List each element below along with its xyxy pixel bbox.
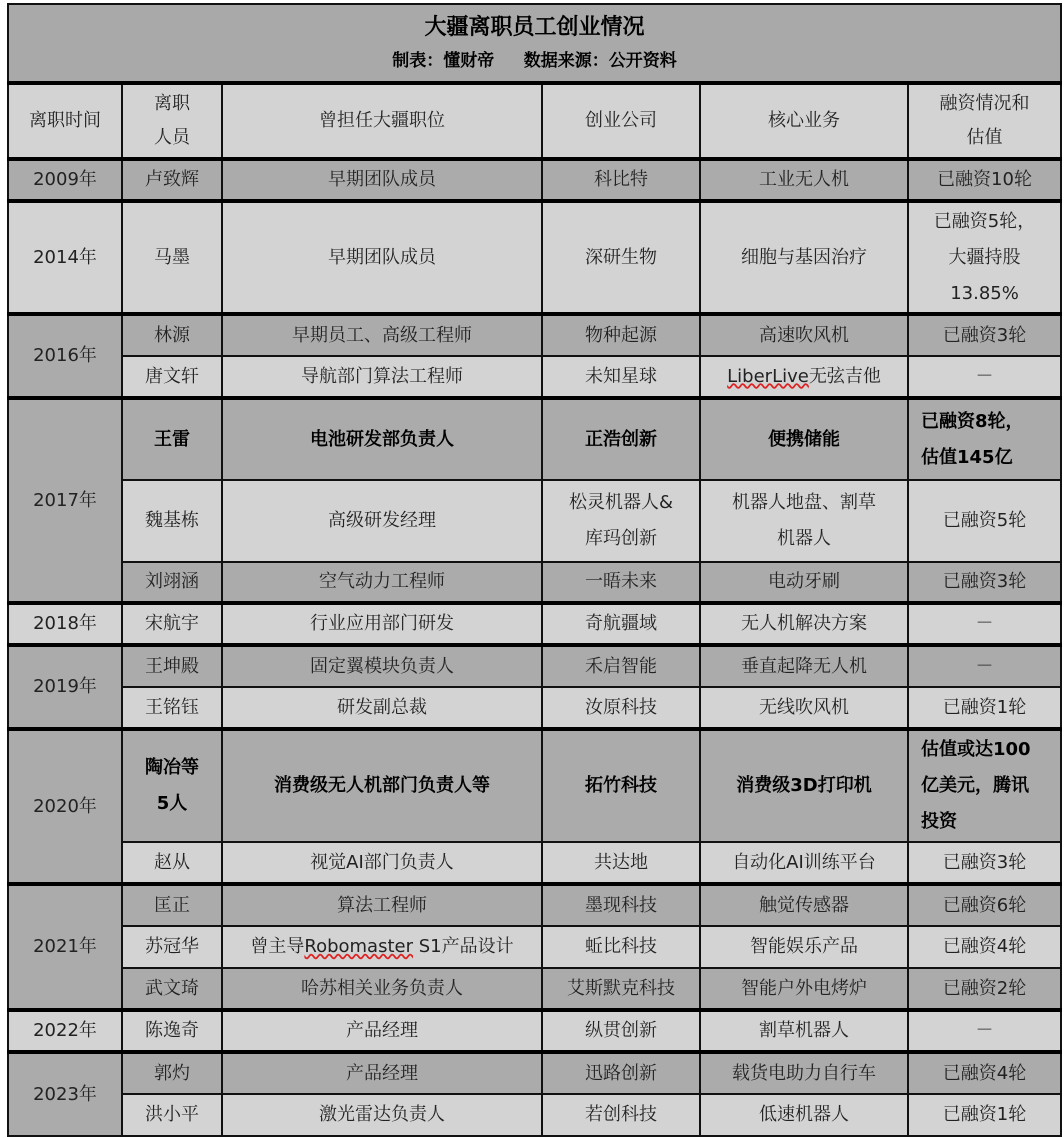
funding-cell: 已融资3轮 [908, 842, 1061, 884]
table-row [8, 1094, 1061, 1136]
startup-company-cell: 汝原科技 [542, 687, 700, 729]
startup-company-cell: 墨现科技 [542, 884, 700, 926]
year-cell: 2019年 [8, 645, 122, 729]
core-business-cell: 载货电助力自行车 [700, 1052, 908, 1094]
person-cell: 王铭钰 [122, 687, 222, 729]
funding-cell: － [908, 356, 1061, 398]
former-position-cell: 产品经理 [222, 1052, 542, 1094]
startup-company-cell: 蚯比科技 [542, 926, 700, 968]
person-cell: 马墨 [122, 201, 222, 314]
former-position-cell: 视觉AI部门负责人 [222, 842, 542, 884]
former-position-cell: 行业应用部门研发 [222, 603, 542, 645]
funding-cell: － [908, 645, 1061, 687]
column-header: 曾担任大疆职位 [222, 83, 542, 159]
column-header: 离职时间 [8, 83, 122, 159]
former-position-cell: 哈苏相关业务负责人 [222, 968, 542, 1010]
funding-cell: 已融资2轮 [908, 968, 1061, 1010]
startup-company-cell: 深研生物 [542, 201, 700, 314]
former-position-cell: 空气动力工程师 [222, 562, 542, 603]
funding-cell: 已融资5轮， 大疆持股 13.85% [908, 201, 1061, 314]
core-business-cell: 细胞与基因治疗 [700, 201, 908, 314]
core-business-cell: 自动化AI训练平台 [700, 842, 908, 884]
person-cell: 洪小平 [122, 1094, 222, 1136]
table-row [8, 562, 1061, 603]
core-business-cell: LiberLive无弦吉他 [700, 356, 908, 398]
table-row [8, 1052, 1061, 1094]
person-cell: 苏冠华 [122, 926, 222, 968]
core-business-cell: 智能娱乐产品 [700, 926, 908, 968]
core-business-cell: 无人机解决方案 [700, 603, 908, 645]
startup-table [7, 3, 1062, 1137]
funding-cell: 已融资1轮 [908, 1094, 1061, 1136]
former-position-cell: 产品经理 [222, 1010, 542, 1052]
startup-company-cell: 共达地 [542, 842, 700, 884]
table-row [8, 603, 1061, 645]
table-row [8, 356, 1061, 398]
startup-company-cell: 纵贯创新 [542, 1010, 700, 1052]
year-cell: 2018年 [8, 603, 122, 645]
year-cell: 2020年 [8, 729, 122, 884]
column-header: 核心业务 [700, 83, 908, 159]
spellcheck-underlined-word: Robomaster [304, 936, 413, 957]
former-position-cell: 导航部门算法工程师 [222, 356, 542, 398]
core-business-cell: 割草机器人 [700, 1010, 908, 1052]
table-row [8, 645, 1061, 687]
former-position-cell: 消费级无人机部门负责人等 [222, 729, 542, 842]
table-row [8, 201, 1061, 314]
person-cell: 郭灼 [122, 1052, 222, 1094]
startup-company-cell: 拓竹科技 [542, 729, 700, 842]
table-row [8, 1010, 1061, 1052]
table-row [8, 687, 1061, 729]
table-row [8, 926, 1061, 968]
table-row [8, 729, 1061, 842]
core-business-cell: 便携储能 [700, 398, 908, 480]
person-cell: 匡正 [122, 884, 222, 926]
startup-company-cell: 艾斯默克科技 [542, 968, 700, 1010]
table-subtitle: 制表：懂财帝 数据来源：公开资料 [392, 51, 677, 71]
former-position-cell: 高级研发经理 [222, 480, 542, 562]
core-business-cell: 电动牙刷 [700, 562, 908, 603]
person-cell: 武文琦 [122, 968, 222, 1010]
funding-cell: 估值或达100 亿美元，腾讯 投资 [908, 729, 1061, 842]
person-cell: 王雷 [122, 398, 222, 480]
table-row [8, 314, 1061, 356]
person-cell: 赵从 [122, 842, 222, 884]
startup-company-cell: 未知星球 [542, 356, 700, 398]
table-title-cell [8, 4, 1061, 83]
year-cell: 2014年 [8, 201, 122, 314]
person-cell: 卢致辉 [122, 159, 222, 201]
core-business-cell: 工业无人机 [700, 159, 908, 201]
table-row [8, 968, 1061, 1010]
column-header: 离职 人员 [122, 83, 222, 159]
funding-cell: 已融资4轮 [908, 1052, 1061, 1094]
core-business-cell: 高速吹风机 [700, 314, 908, 356]
startup-company-cell: 迅路创新 [542, 1052, 700, 1094]
table-title: 大疆离职员工创业情况 [424, 15, 645, 40]
year-cell: 2022年 [8, 1010, 122, 1052]
funding-cell: － [908, 1010, 1061, 1052]
former-position-cell: 早期员工、高级工程师 [222, 314, 542, 356]
person-cell: 魏基栋 [122, 480, 222, 562]
former-position-cell: 电池研发部负责人 [222, 398, 542, 480]
core-business-cell: 无线吹风机 [700, 687, 908, 729]
core-business-cell: 垂直起降无人机 [700, 645, 908, 687]
spellcheck-underlined-word: LiberLive [727, 365, 809, 387]
column-header: 创业公司 [542, 83, 700, 159]
startup-company-cell: 禾启智能 [542, 645, 700, 687]
person-cell: 陈逸奇 [122, 1010, 222, 1052]
funding-cell: 已融资3轮 [908, 562, 1061, 603]
person-cell: 刘翊涵 [122, 562, 222, 603]
year-cell: 2021年 [8, 884, 122, 1010]
table-row [8, 480, 1061, 562]
funding-cell: 已融资8轮， 估值145亿 [908, 398, 1061, 480]
table-row [8, 159, 1061, 201]
core-business-cell: 触觉传感器 [700, 884, 908, 926]
startup-company-cell: 一晤未来 [542, 562, 700, 603]
former-position-cell: 固定翼模块负责人 [222, 645, 542, 687]
startup-company-cell: 奇航疆域 [542, 603, 700, 645]
funding-cell: 已融资4轮 [908, 926, 1061, 968]
core-business-cell: 低速机器人 [700, 1094, 908, 1136]
former-position-cell: 早期团队成员 [222, 159, 542, 201]
table-row [8, 842, 1061, 884]
funding-cell: 已融资1轮 [908, 687, 1061, 729]
former-position-cell: 早期团队成员 [222, 201, 542, 314]
startup-company-cell: 正浩创新 [542, 398, 700, 480]
person-cell: 宋航宇 [122, 603, 222, 645]
person-cell: 林源 [122, 314, 222, 356]
startup-company-cell: 若创科技 [542, 1094, 700, 1136]
year-cell: 2016年 [8, 314, 122, 398]
core-business-cell: 消费级3D打印机 [700, 729, 908, 842]
column-header: 融资情况和 估值 [908, 83, 1061, 159]
former-position-cell: 曾主导Robomaster S1产品设计 [222, 926, 542, 968]
person-cell: 陶冶等 5人 [122, 729, 222, 842]
core-business-cell: 智能户外电烤炉 [700, 968, 908, 1010]
person-cell: 唐文轩 [122, 356, 222, 398]
table-row [8, 398, 1061, 480]
table-row [8, 884, 1061, 926]
person-cell: 王坤殿 [122, 645, 222, 687]
former-position-cell: 研发副总裁 [222, 687, 542, 729]
former-position-cell: 激光雷达负责人 [222, 1094, 542, 1136]
funding-cell: 已融资5轮 [908, 480, 1061, 562]
former-position-cell: 算法工程师 [222, 884, 542, 926]
startup-table-container [7, 3, 1060, 1137]
startup-company-cell: 物种起源 [542, 314, 700, 356]
core-business-cell: 机器人地盘、割草 机器人 [700, 480, 908, 562]
year-cell: 2009年 [8, 159, 122, 201]
year-cell: 2017年 [8, 398, 122, 603]
funding-cell: － [908, 603, 1061, 645]
startup-company-cell: 科比特 [542, 159, 700, 201]
funding-cell: 已融资3轮 [908, 314, 1061, 356]
funding-cell: 已融资10轮 [908, 159, 1061, 201]
funding-cell: 已融资6轮 [908, 884, 1061, 926]
year-cell: 2023年 [8, 1052, 122, 1136]
startup-company-cell: 松灵机器人& 库玛创新 [542, 480, 700, 562]
